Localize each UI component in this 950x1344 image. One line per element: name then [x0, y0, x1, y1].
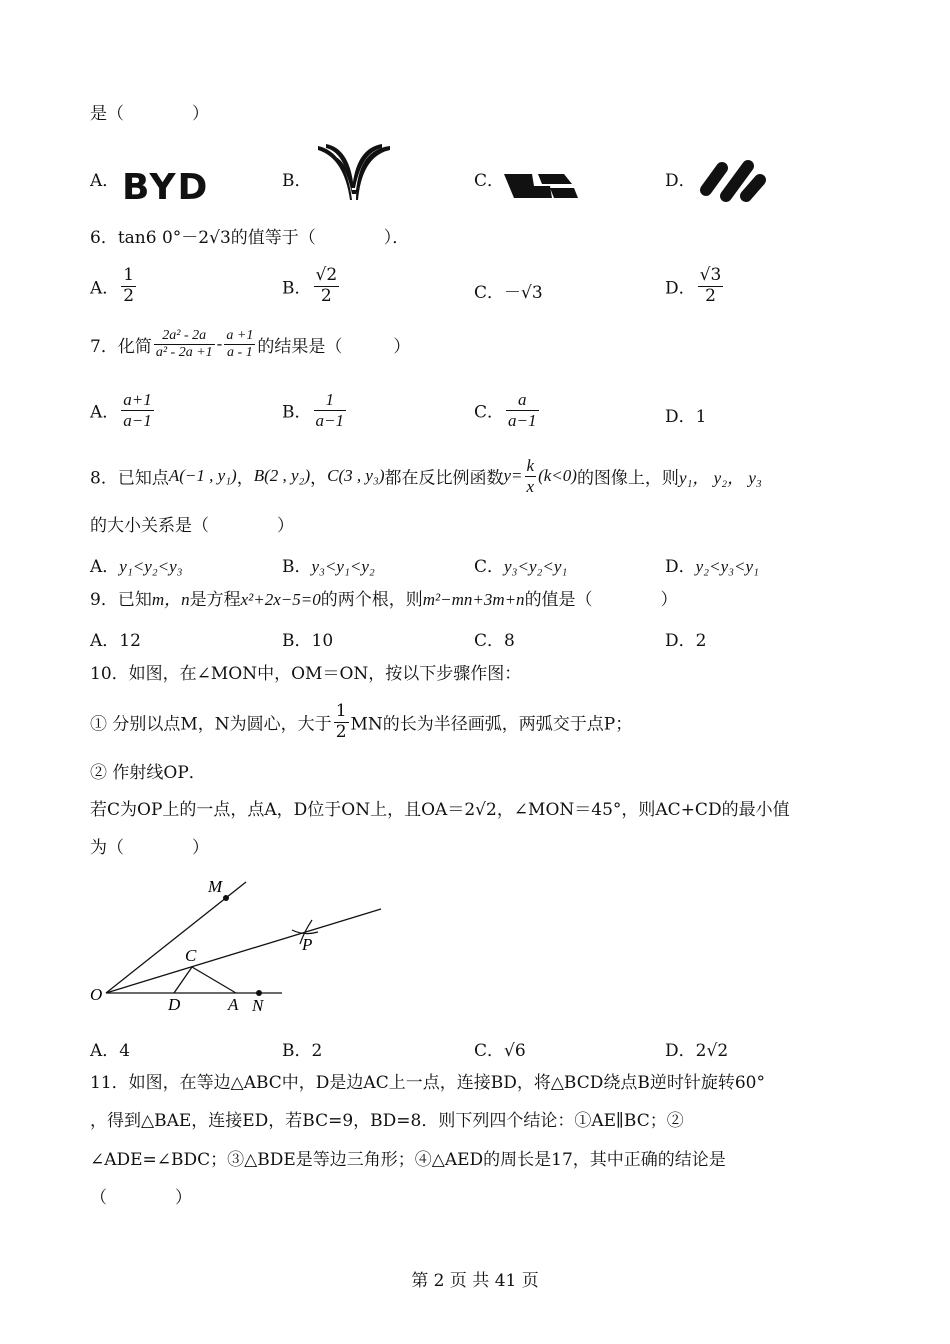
question-7-option-c: C． $\frac{a}{a-1}$ — [474, 390, 537, 430]
question-6-option-c: C．－√3 — [474, 283, 543, 303]
question-11-line-2: ，得到△BAE，连接ED，若BC=9，BD=8．则下列四个结论：①AE∥BC；② — [90, 1111, 684, 1131]
label-m: M — [208, 877, 223, 896]
sqrt-icon: √ — [504, 1041, 515, 1061]
question-7-stem: 7．化简 $\frac{\text{2a² - 2a}}{\text{a² - 2a +1}}$ - $\frac{a +1}{a - 1}$ 的结果是（ ） — [90, 328, 411, 361]
question-10-option-b: B．2 — [282, 1041, 323, 1061]
question-11-line-3: ∠ADE=∠BDC；③△BDE是等边三角形；④△AED的周长是17，其中正确的结论是 — [90, 1150, 726, 1170]
question-9-option-d: D．2 — [665, 631, 707, 651]
sqrt-icon: √ — [699, 265, 711, 285]
label-p: P — [302, 935, 313, 954]
angle-construction-figure — [86, 870, 386, 1020]
question-10-option-c: C．√6 — [474, 1041, 526, 1061]
question-8-option-b: B．y₃<y₁<y₂ — [282, 557, 375, 577]
question-10-option-a: A．4 — [90, 1041, 131, 1061]
q5-option-a-label: A． — [90, 171, 120, 191]
sqrt-icon: √ — [209, 228, 220, 248]
question-9-stem: 9．已知m，n是方程x²+2x−5=0的两个根，则m²−mn+3m+n的值是（ ） — [90, 590, 678, 610]
question-9-option-b: B．10 — [282, 631, 334, 651]
label-d: D — [168, 995, 181, 1014]
question-10-option-d: D．2√2 — [665, 1041, 729, 1061]
question-6-option-d: D． $\frac{√3}{2}$ — [665, 265, 722, 306]
label-n: N — [252, 996, 264, 1015]
label-a: A — [228, 995, 239, 1014]
sqrt-icon: √ — [521, 283, 532, 303]
q5-option-c-label: C． — [474, 171, 505, 191]
page-footer: 第 2 页 共 41 页 — [411, 1271, 539, 1291]
question-11-line-4: （ ） — [90, 1188, 192, 1208]
question-9-option-a: A．12 — [90, 631, 141, 651]
segment-ca — [192, 967, 236, 993]
block-logo-icon — [502, 170, 580, 202]
question-8-option-a: A．y₁<y₂<y₃ — [90, 557, 183, 577]
sqrt-icon: √ — [706, 1041, 718, 1061]
q5-option-b-label: B． — [282, 171, 312, 191]
point-m — [223, 895, 229, 901]
question-8-line-2: 的大小关系是（ ） — [90, 516, 294, 536]
wing-logo-icon — [316, 142, 392, 202]
label-c: C — [185, 946, 197, 965]
label-o: O — [90, 985, 103, 1004]
ray-op — [106, 909, 381, 993]
question-6-option-a: A． $\frac{1}{2}$ — [90, 265, 135, 306]
question-7-option-d: D．1 — [665, 407, 707, 427]
question-9-option-c: C．8 — [474, 631, 515, 651]
q5-tail: 是（ ） — [90, 104, 209, 124]
question-8-stem: 8．已知点A(−1 , y₁)，B(2 , y₂)，C(3 , y₃)都在反比例函数y= $\frac{k}{x}$ (k<0)的图像上，则y₁， y₂， y₃ — [90, 456, 762, 496]
question-7-option-a: A． $\frac{a+1}{a-1}$ — [90, 390, 152, 430]
question-10-line-3: 若C为OP上的一点，点A，D位于ON上，且OA＝2√2，∠MON＝45°，则AC+CD的最小值 — [90, 800, 790, 820]
byd-logo: BYD — [122, 167, 210, 208]
question-10-step-2: ② 作射线OP． — [90, 763, 206, 783]
sqrt-icon: √ — [315, 265, 327, 285]
question-10-step-1: ① 分别以点M，N为圆心，大于 $\frac{1}{2}$ MN的长为半径画弧，两弧交于点P； — [90, 701, 633, 742]
question-7-option-b: B． $\frac{1}{a-1}$ — [282, 390, 344, 430]
question-8-option-d: D．y₂<y₃<y₁ — [665, 557, 759, 577]
question-6-option-b: B． $\frac{√2}{2}$ — [282, 265, 338, 306]
sqrt-icon: √ — [475, 800, 486, 820]
question-10-stem: 10．如图，在∠MON中，OM＝ON，按以下步骤作图： — [90, 664, 522, 684]
question-8-option-c: C．y₃<y₂<y₁ — [474, 557, 568, 577]
question-10-line-4: 为（ ） — [90, 838, 209, 858]
q5-option-d-label: D． — [665, 171, 696, 191]
question-11-line-1: 11．如图，在等边△ABC中，D是边AC上一点，连接BD，将△BCD绕点B逆时针旋转60° — [90, 1073, 765, 1093]
question-6-stem: 6．tan6 0°－2√3的值等于（ ）． — [90, 228, 410, 248]
stripes-logo-icon — [698, 158, 768, 204]
